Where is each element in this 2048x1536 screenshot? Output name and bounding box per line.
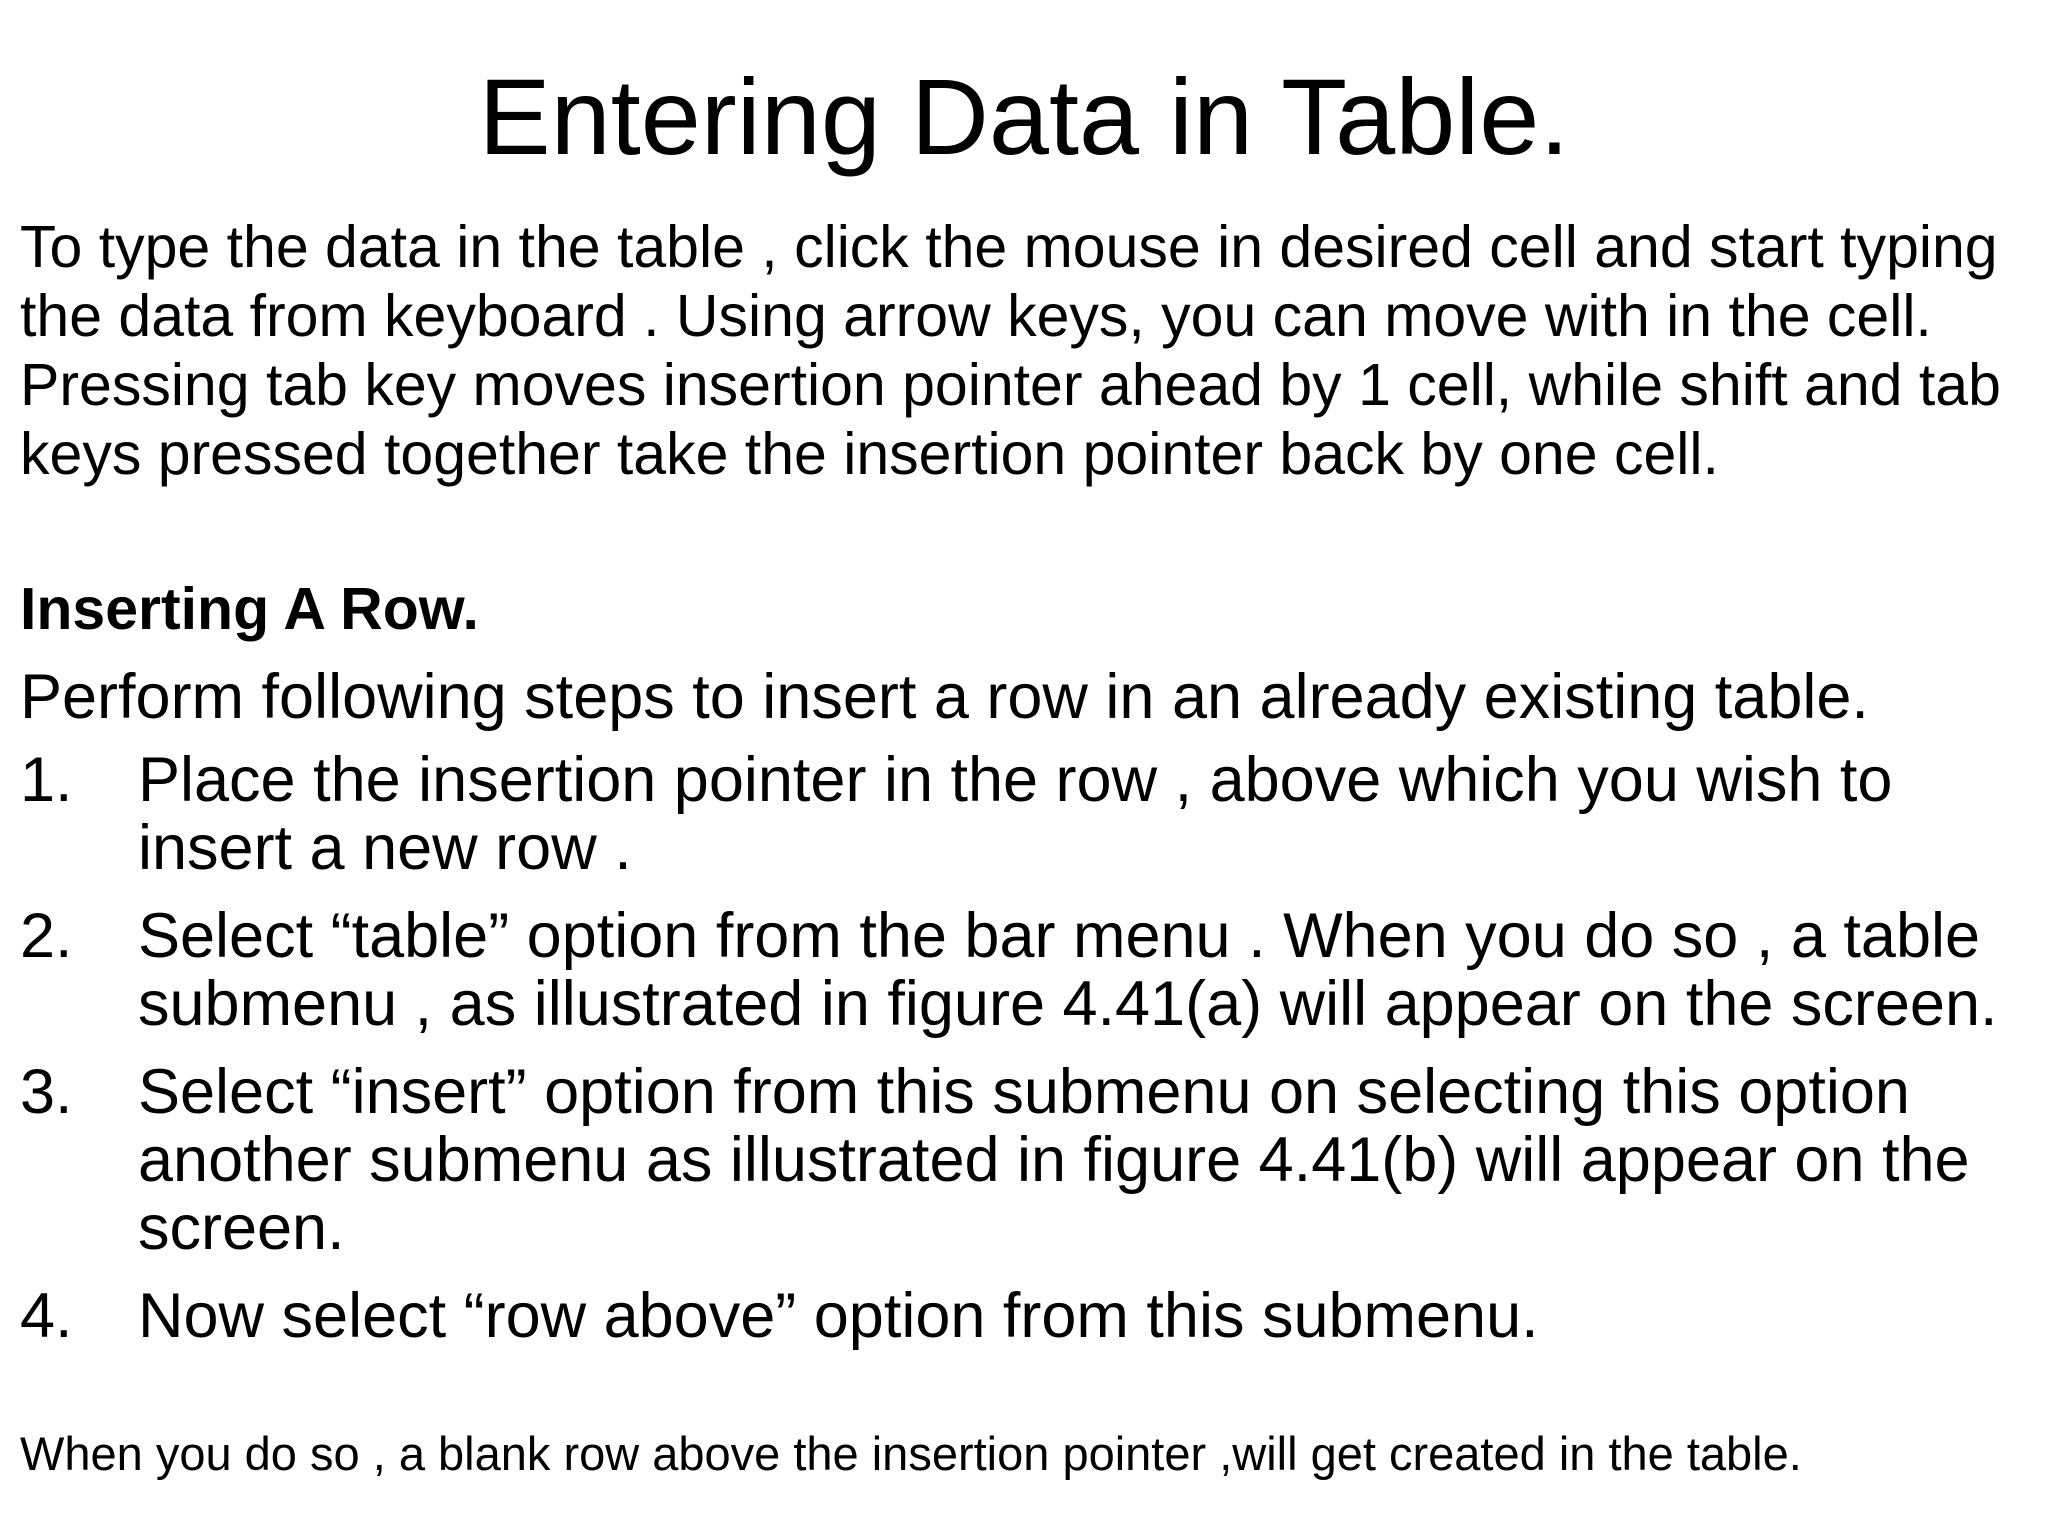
step-number: 1. xyxy=(20,745,73,815)
step-text: Select “insert” option from this submenu on selecting this option another submenu as illustrated in figure 4.41(b) will appear on the screen. xyxy=(138,1057,1970,1263)
list-item xyxy=(20,1058,2032,1262)
list-item xyxy=(20,1282,2032,1350)
slide-title: Entering Data in Table. xyxy=(478,56,1570,177)
lead-sentence: Perform following steps to insert a row in an already existing table. xyxy=(20,662,1869,732)
section-heading: Inserting A Row. xyxy=(20,576,479,642)
intro-paragraph: To type the data in the table , click the mouse in desired cell and start typing the data from keyboard . Using arrow keys, you can move with in the cell. Pressing tab key moves insertion pointer ahead by 1 cell, while shift and tab keys pressed together take the insertion pointer back by one cell. xyxy=(20,214,2001,487)
steps-list xyxy=(20,746,2032,1370)
step-text: Place the insertion pointer in the row , above which you wish to insert a new row . xyxy=(138,745,1893,883)
step-number: 4. xyxy=(20,1281,73,1351)
step-text: Select “table” option from the bar menu . When you do so , a table submenu , as illustrated in figure 4.41(a) will appear on the screen. xyxy=(138,901,1998,1039)
step-number: 3. xyxy=(20,1057,73,1127)
list-item xyxy=(20,746,2032,882)
footer-note: When you do so , a blank row above the insertion pointer ,will get created in the table. xyxy=(20,1427,1802,1480)
step-number: 2. xyxy=(20,901,73,971)
step-text: Now select “row above” option from this submenu. xyxy=(138,1281,1539,1351)
list-item xyxy=(20,902,2032,1038)
